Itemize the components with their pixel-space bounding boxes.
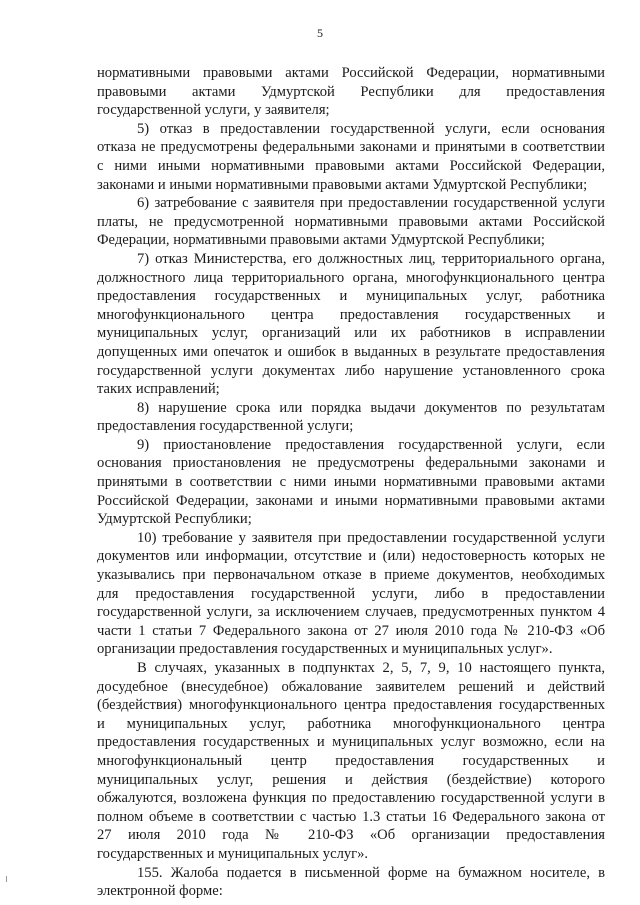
text-line: правовыми актами Удмуртской Республики для предоставления xyxy=(97,83,605,100)
text-line: допущенных ими опечаток и ошибок в выданных в результате предоставления xyxy=(97,343,605,360)
text-line: указывались при первоначальном отказе в приеме документов, необходимых xyxy=(97,567,605,584)
text-line: нормативными правовыми актами Российской Федерации, нормативными xyxy=(97,65,605,81)
paragraph xyxy=(97,120,605,194)
text-line: 8) нарушение срока или порядка выдачи документов по результатам xyxy=(137,399,605,416)
text-line: предоставления государственных и муниципальных услуг, работника xyxy=(97,288,605,305)
text-line: полном объеме в соответствии с частью 1.3 статьи 16 Федерального закона от xyxy=(97,808,605,825)
text-line: Федерации, нормативными правовыми актами Удмуртской Республики; xyxy=(97,232,545,249)
text-line: и муниципальных услуг, работника многофункционального центра xyxy=(97,715,605,732)
paragraph xyxy=(97,659,605,864)
text-line: муниципальных услуг, решения и действия (бездействие) которого xyxy=(97,771,605,788)
paragraph xyxy=(97,529,605,659)
text-line: многофункциональный центр предоставления государственных и xyxy=(97,752,605,769)
text-line: государственной услуги, за исключением случаев, предусмотренных пунктом 4 xyxy=(97,604,605,621)
text-line: принятыми в соответствии с ними иными нормативными правовыми актами xyxy=(97,474,605,491)
text-line: обжалуются, возложена функция по предоставлению государственной услуги в xyxy=(97,790,605,807)
text-line: основания приостановления не предусмотрены федеральными законами и xyxy=(97,455,605,472)
text-line: 155. Жалоба подается в письменной форме на бумажном носителе, в xyxy=(137,864,605,881)
paragraph xyxy=(97,64,605,120)
text-line: государственной услуги документах либо нарушение установленного срока xyxy=(97,362,605,379)
text-line: Удмуртской Республики; xyxy=(97,511,252,528)
text-line: электронной форме: xyxy=(97,883,223,900)
page-number: 5 xyxy=(317,26,323,40)
text-line: 6) затребование с заявителя при предоставлении государственной услуги xyxy=(137,195,605,212)
text-line: законами и иными нормативными правовыми актами Удмуртской Республики; xyxy=(97,176,588,193)
scan-artifact xyxy=(6,876,7,882)
text-line: 10) требование у заявителя при предоставлении государственной услуги xyxy=(137,529,605,546)
text-line: Российской Федерации, законами и иными нормативными правовыми актами xyxy=(97,492,605,509)
text-line: предоставления государственной услуги; xyxy=(97,418,354,435)
text-line: документов или информации, отсутствие и (или) недостоверность которых не xyxy=(97,548,605,565)
paragraph xyxy=(97,436,605,529)
text-line: для предоставления государственной услуги, либо в предоставлении xyxy=(97,585,605,602)
text-line: 27 июля 2010 года № 210-ФЗ «Об организации предоставления xyxy=(97,827,605,844)
text-line: организации предоставления государственных и муниципальных услуг». xyxy=(97,641,553,658)
text-line: 5) отказ в предоставлении государственной услуги, если основания xyxy=(137,120,605,137)
text-line: предоставления государственных и муниципальных услуг возможно, если на xyxy=(97,734,605,751)
text-line: с ними иными нормативными правовыми актами Российской Федерации, xyxy=(97,157,605,174)
text-line: должностного лица территориального органа, многофункционального центра xyxy=(97,269,605,286)
text-line: государственных и муниципальных услуг». xyxy=(97,845,369,862)
text-line: 9) приостановление предоставления государственной услуги, если xyxy=(137,436,605,453)
paragraph xyxy=(97,194,605,250)
text-line: В случаях, указанных в подпунктах 2, 5, 7, 9, 10 настоящего пункта, xyxy=(137,660,605,676)
paragraph xyxy=(97,399,605,436)
text-line: таких исправлений; xyxy=(97,381,220,398)
text-line: муниципальных услуг, организаций или их работников в исправлении xyxy=(97,325,605,342)
text-line: государственной услуги, у заявителя; xyxy=(97,102,330,119)
text-line: 7) отказ Министерства, его должностных лиц, территориального органа, xyxy=(137,250,605,267)
paragraph xyxy=(97,864,605,901)
text-line: досудебное (внесудебное) обжалование заявителем решений и действий xyxy=(97,678,605,695)
text-line: платы, не предусмотренной нормативными правовыми актами Российской xyxy=(97,213,605,230)
paragraph xyxy=(97,250,605,399)
text-line: (бездействия) многофункционального центра предоставления государственных xyxy=(97,697,605,714)
document-body xyxy=(97,64,605,901)
text-line: отказа не предусмотрены федеральными законами и принятыми в соответствии xyxy=(97,139,605,156)
text-line: многофункционального центра предоставления государственных и xyxy=(97,306,605,323)
text-line: части 1 статьи 7 Федерального закона от 27 июля 2010 года № 210-ФЗ «Об xyxy=(97,622,605,639)
